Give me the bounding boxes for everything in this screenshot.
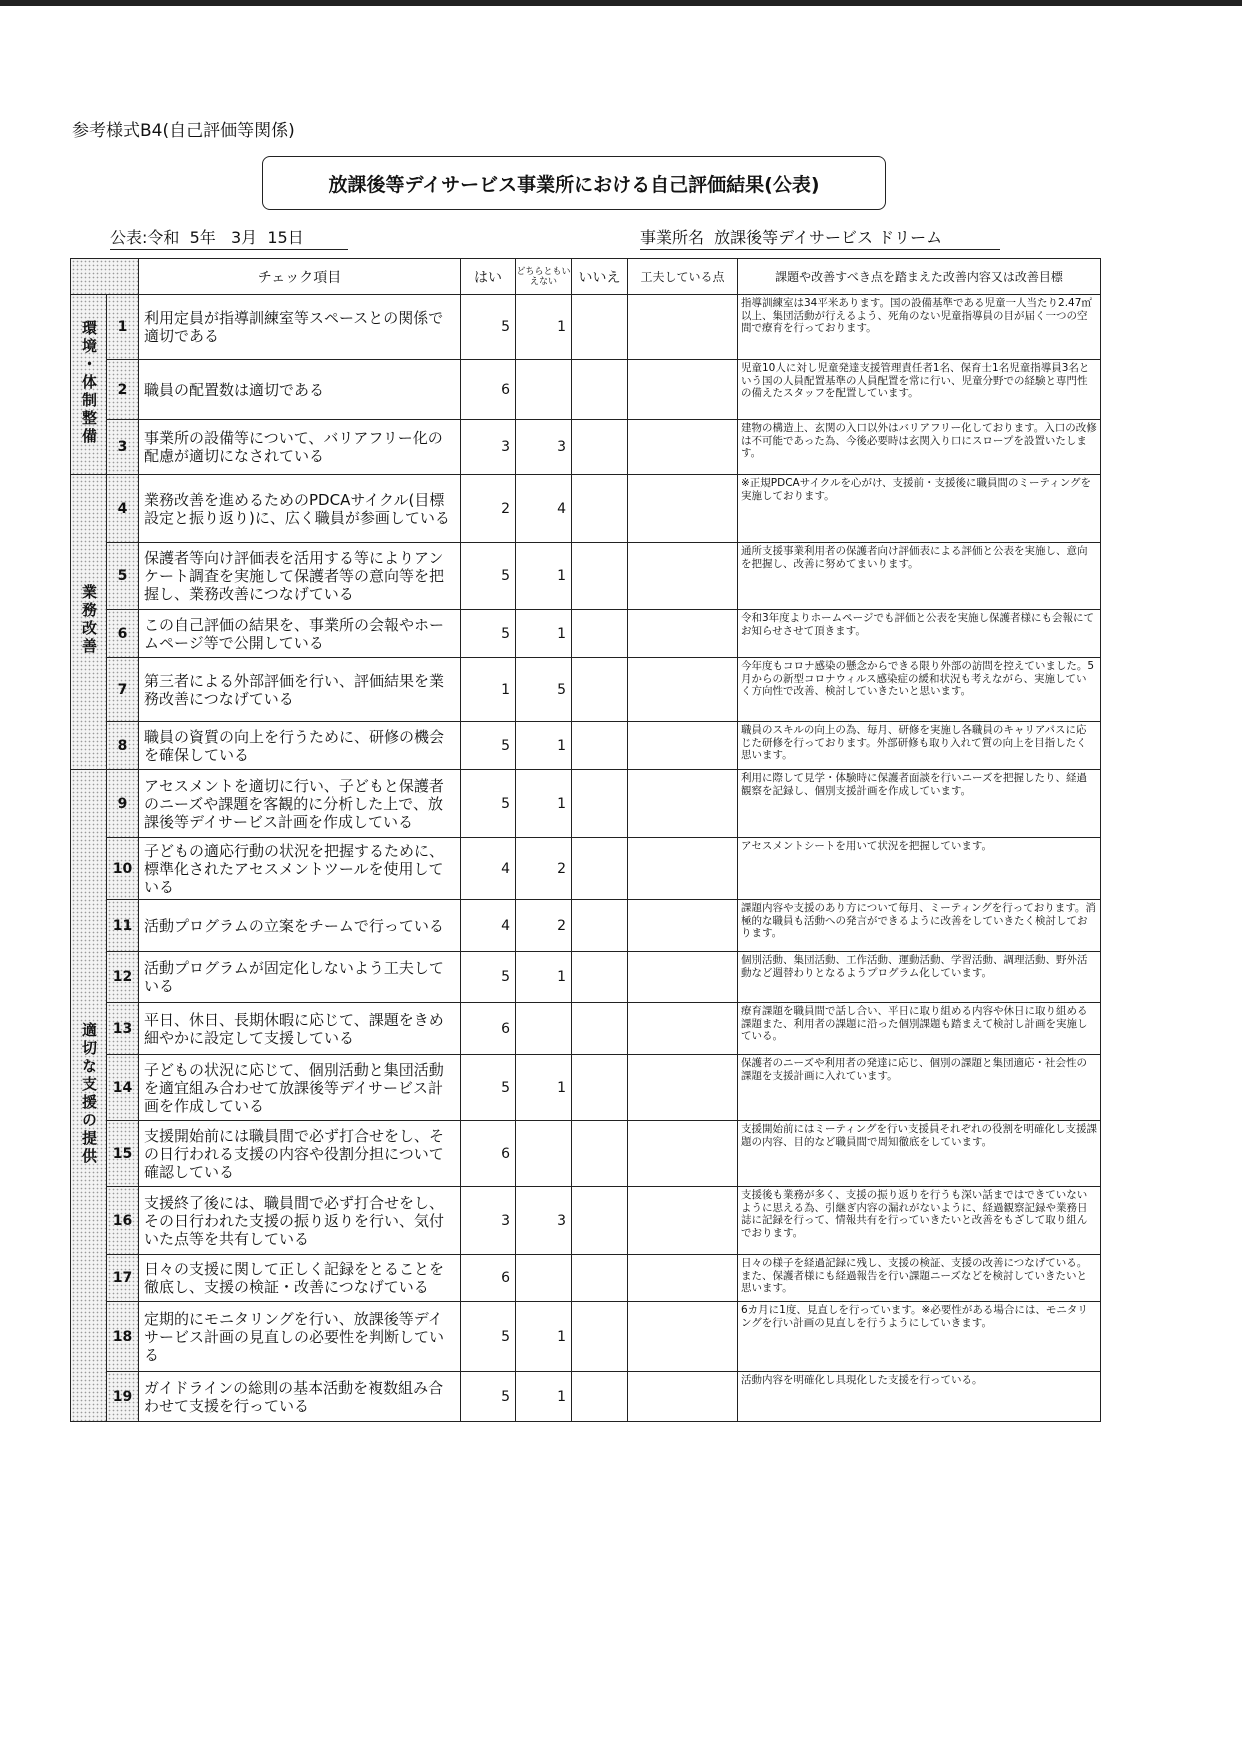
remark-text: 活動内容を明確化し具現化した支援を行っている。 bbox=[738, 1372, 1101, 1422]
efforts-text bbox=[628, 610, 738, 658]
efforts-text bbox=[628, 1187, 738, 1255]
check-item-text: 子どもの状況に応じて、個別活動と集団活動を適宜組み合わせて放課後等デイサービス計画を作成している bbox=[139, 1055, 461, 1121]
remark-text: 課題内容や支援のあり方について毎月、ミーティングを行っております。消極的な職員も活動への発言ができるように改善をしていきたく検討しております。 bbox=[738, 900, 1101, 952]
neither-count: 1 bbox=[516, 543, 572, 610]
header-efforts: 工夫している点 bbox=[628, 259, 738, 295]
neither-count: 1 bbox=[516, 295, 572, 360]
form-label: 参考様式B4(自己評価等関係) bbox=[72, 121, 295, 141]
row-number: 8 bbox=[107, 722, 139, 770]
row-number: 10 bbox=[107, 838, 139, 900]
table-row bbox=[71, 420, 1101, 475]
neither-count: 2 bbox=[516, 838, 572, 900]
document-title: 放課後等デイサービス事業所における自己評価結果(公表) bbox=[262, 156, 886, 210]
remark-text: 支援開始前にはミーティングを行い支援員それぞれの役割を明確化し支援課題の内容、目的など職員間で周知徹底をしています。 bbox=[738, 1121, 1101, 1187]
efforts-text bbox=[628, 1003, 738, 1055]
efforts-text bbox=[628, 1255, 738, 1302]
check-item-text: 保護者等向け評価表を活用する等によりアンケート調査を実施して保護者等の意向等を把握し、業務改善につなげている bbox=[139, 543, 461, 610]
yes-count: 6 bbox=[461, 360, 516, 420]
remark-text: 日々の様子を経過記録に残し、支援の検証、支援の改善につなげている。また、保護者様にも経過報告を行い課題ニーズなどを検討していきたいと思います。 bbox=[738, 1255, 1101, 1302]
check-item-text: この自己評価の結果を、事業所の会報やホームページ等で公開している bbox=[139, 610, 461, 658]
table-row bbox=[71, 658, 1101, 722]
efforts-text bbox=[628, 722, 738, 770]
efforts-text bbox=[628, 1055, 738, 1121]
scan-top-edge bbox=[0, 0, 1242, 6]
yes-count: 1 bbox=[461, 658, 516, 722]
remark-text: 個別活動、集団活動、工作活動、運動活動、学習活動、調理活動、野外活動など週替わりとなるようプログラム化しています。 bbox=[738, 952, 1101, 1003]
neither-count: 1 bbox=[516, 610, 572, 658]
header-no: いいえ bbox=[572, 259, 628, 295]
no-count bbox=[572, 475, 628, 543]
row-number: 13 bbox=[107, 1003, 139, 1055]
efforts-text bbox=[628, 900, 738, 952]
table-row bbox=[71, 1121, 1101, 1187]
row-number: 12 bbox=[107, 952, 139, 1003]
check-item-text: ガイドラインの総則の基本活動を複数組み合わせて支援を行っている bbox=[139, 1372, 461, 1422]
efforts-text bbox=[628, 952, 738, 1003]
yes-count: 5 bbox=[461, 770, 516, 838]
check-item-text: 職員の資質の向上を行うために、研修の機会を確保している bbox=[139, 722, 461, 770]
neither-count bbox=[516, 1003, 572, 1055]
neither-count: 1 bbox=[516, 952, 572, 1003]
header-remarks: 課題や改善すべき点を踏まえた改善内容又は改善目標 bbox=[738, 259, 1101, 295]
yes-count: 3 bbox=[461, 420, 516, 475]
no-count bbox=[572, 610, 628, 658]
table-row bbox=[71, 900, 1101, 952]
table-row bbox=[71, 1187, 1101, 1255]
row-number: 1 bbox=[107, 295, 139, 360]
neither-count bbox=[516, 360, 572, 420]
no-count bbox=[572, 1255, 628, 1302]
remark-text: 保護者のニーズや利用者の発達に応じ、個別の課題と集団適応・社会性の課題を支援計画に入れています。 bbox=[738, 1055, 1101, 1121]
yes-count: 2 bbox=[461, 475, 516, 543]
efforts-text bbox=[628, 770, 738, 838]
row-number: 14 bbox=[107, 1055, 139, 1121]
table-row bbox=[71, 770, 1101, 838]
section-name: 適切な支援の提供 bbox=[80, 1021, 98, 1166]
row-number: 3 bbox=[107, 420, 139, 475]
no-count bbox=[572, 1187, 628, 1255]
yes-count: 6 bbox=[461, 1121, 516, 1187]
no-count bbox=[572, 1302, 628, 1372]
no-count bbox=[572, 658, 628, 722]
row-number: 6 bbox=[107, 610, 139, 658]
no-count bbox=[572, 1372, 628, 1422]
check-item-text: 支援開始前には職員間で必ず打合せをし、その日行われる支援の内容や役割分担について確認している bbox=[139, 1121, 461, 1187]
efforts-text bbox=[628, 1302, 738, 1372]
check-item-text: 平日、休日、長期休暇に応じて、課題をきめ細やかに設定して支援している bbox=[139, 1003, 461, 1055]
remark-text: 令和3年度よりホームページでも評価と公表を実施し保護者様にも会報にてお知らせさせて頂きます。 bbox=[738, 610, 1101, 658]
neither-count: 1 bbox=[516, 770, 572, 838]
table-row bbox=[71, 1302, 1101, 1372]
check-item-text: 第三者による外部評価を行い、評価結果を業務改善につなげている bbox=[139, 658, 461, 722]
section-name: 業務改善 bbox=[80, 584, 98, 656]
table-row bbox=[71, 610, 1101, 658]
row-number: 7 bbox=[107, 658, 139, 722]
neither-count: 4 bbox=[516, 475, 572, 543]
row-number: 19 bbox=[107, 1372, 139, 1422]
table-row bbox=[71, 952, 1101, 1003]
remark-text: 指導訓練室は34平米あります。国の設備基準である児童一人当たり2.47㎡以上、集団活動が行えるよう、死角のない児童指導員の目が届く一つの空間で療育を行っております。 bbox=[738, 295, 1101, 360]
check-item-text: 定期的にモニタリングを行い、放課後等デイサービス計画の見直しの必要性を判断している bbox=[139, 1302, 461, 1372]
yes-count: 6 bbox=[461, 1003, 516, 1055]
neither-count bbox=[516, 1121, 572, 1187]
table-row bbox=[71, 295, 1101, 360]
remark-text: 利用に際して見学・体験時に保護者面談を行いニーズを把握したり、経過観察を記録し、個別支援計画を作成しています。 bbox=[738, 770, 1101, 838]
efforts-text bbox=[628, 1121, 738, 1187]
no-count bbox=[572, 1003, 628, 1055]
remark-text: 職員のスキルの向上の為、毎月、研修を実施し各職員のキャリアパスに応じた研修を行っております。外部研修も取り入れて質の向上を目指したく思います。 bbox=[738, 722, 1101, 770]
row-number: 11 bbox=[107, 900, 139, 952]
header-yes: はい bbox=[461, 259, 516, 295]
remark-text: 支援後も業務が多く、支援の振り返りを行うも深い話まではできていないように思える為、引継ぎ内容の漏れがないように、経過観察記録や業務日誌に記録を行って、情報共有を行っていきたいと改善をもざして取り組んでおります。 bbox=[738, 1187, 1101, 1255]
row-number: 2 bbox=[107, 360, 139, 420]
yes-count: 5 bbox=[461, 952, 516, 1003]
remark-text: アセスメントシートを用いて状況を把握しています。 bbox=[738, 838, 1101, 900]
self-evaluation-table bbox=[70, 258, 1101, 1422]
publication-date: 公表:令和 5年 3月 15日 bbox=[110, 225, 348, 250]
row-number: 17 bbox=[107, 1255, 139, 1302]
check-item-text: 活動プログラムが固定化しないよう工夫している bbox=[139, 952, 461, 1003]
yes-count: 4 bbox=[461, 838, 516, 900]
row-number: 16 bbox=[107, 1187, 139, 1255]
yes-count: 4 bbox=[461, 900, 516, 952]
check-item-text: 業務改善を進めるためのPDCAサイクル(目標設定と振り返り)に、広く職員が参画している bbox=[139, 475, 461, 543]
check-item-text: 日々の支援に関して正しく記録をとることを徹底し、支援の検証・改善につなげている bbox=[139, 1255, 461, 1302]
efforts-text bbox=[628, 838, 738, 900]
yes-count: 5 bbox=[461, 1302, 516, 1372]
table-row bbox=[71, 360, 1101, 420]
yes-count: 5 bbox=[461, 610, 516, 658]
yes-count: 6 bbox=[461, 1255, 516, 1302]
neither-count: 1 bbox=[516, 722, 572, 770]
section-label bbox=[71, 770, 107, 1422]
row-number: 4 bbox=[107, 475, 139, 543]
table-row bbox=[71, 543, 1101, 610]
check-item-text: 活動プログラムの立案をチームで行っている bbox=[139, 900, 461, 952]
table-row bbox=[71, 475, 1101, 543]
remark-text: 6カ月に1度、見直しを行っています。※必要性がある場合には、モニタリングを行い計画の見直しを行うようにしていきます。 bbox=[738, 1302, 1101, 1372]
check-item-text: 事業所の設備等について、バリアフリー化の配慮が適切になされている bbox=[139, 420, 461, 475]
no-count bbox=[572, 900, 628, 952]
neither-count: 3 bbox=[516, 420, 572, 475]
no-count bbox=[572, 770, 628, 838]
check-item-text: 利用定員が指導訓練室等スペースとの関係で適切である bbox=[139, 295, 461, 360]
check-item-text: 子どもの適応行動の状況を把握するために、標準化されたアセスメントツールを使用している bbox=[139, 838, 461, 900]
yes-count: 5 bbox=[461, 543, 516, 610]
row-number: 5 bbox=[107, 543, 139, 610]
neither-count: 5 bbox=[516, 658, 572, 722]
section-label bbox=[71, 295, 107, 475]
section-name: 環境・体制整備 bbox=[80, 319, 98, 446]
table-row bbox=[71, 1003, 1101, 1055]
office-name: 事業所名 放課後等デイサービス ドリーム bbox=[640, 225, 1000, 250]
no-count bbox=[572, 543, 628, 610]
remark-text: ※正規PDCAサイクルを心がけ、支援前・支援後に職員間のミーティングを実施しております。 bbox=[738, 475, 1101, 543]
remark-text: 通所支援事業利用者の保護者向け評価表による評価と公表を実施し、意向を把握し、改善に努めてまいります。 bbox=[738, 543, 1101, 610]
table-row bbox=[71, 838, 1101, 900]
neither-count: 1 bbox=[516, 1055, 572, 1121]
efforts-text bbox=[628, 475, 738, 543]
header-neither: どちらともいえない bbox=[516, 259, 572, 295]
table-row bbox=[71, 1255, 1101, 1302]
no-count bbox=[572, 1055, 628, 1121]
no-count bbox=[572, 722, 628, 770]
efforts-text bbox=[628, 1372, 738, 1422]
check-item-text: アセスメントを適切に行い、子どもと保護者のニーズや課題を客観的に分析した上で、放課後等デイサービス計画を作成している bbox=[139, 770, 461, 838]
header-check-item: チェック項目 bbox=[139, 259, 461, 295]
no-count bbox=[572, 838, 628, 900]
remark-text: 療育課題を職員間で話し合い、平日に取り組める内容や休日に取り組める課題また、利用者の課題に沿った個別課題も踏まえて検討し計画を実施している。 bbox=[738, 1003, 1101, 1055]
yes-count: 3 bbox=[461, 1187, 516, 1255]
no-count bbox=[572, 1121, 628, 1187]
table-row bbox=[71, 1372, 1101, 1422]
row-number: 15 bbox=[107, 1121, 139, 1187]
neither-count: 1 bbox=[516, 1302, 572, 1372]
remark-text: 建物の構造上、玄関の入口以外はバリアフリー化しております。入口の改修は不可能であった為、今後必要時は玄関入り口にスロープを設置いたします。 bbox=[738, 420, 1101, 475]
efforts-text bbox=[628, 295, 738, 360]
neither-count: 3 bbox=[516, 1187, 572, 1255]
efforts-text bbox=[628, 360, 738, 420]
no-count bbox=[572, 420, 628, 475]
check-item-text: 支援終了後には、職員間で必ず打合せをし、その日行われた支援の振り返りを行い、気付いた点等を共有している bbox=[139, 1187, 461, 1255]
neither-count: 1 bbox=[516, 1372, 572, 1422]
header-row bbox=[71, 259, 1101, 295]
no-count bbox=[572, 952, 628, 1003]
efforts-text bbox=[628, 543, 738, 610]
yes-count: 5 bbox=[461, 295, 516, 360]
header-corner bbox=[71, 259, 139, 295]
yes-count: 5 bbox=[461, 722, 516, 770]
table-row bbox=[71, 722, 1101, 770]
yes-count: 5 bbox=[461, 1372, 516, 1422]
row-number: 18 bbox=[107, 1302, 139, 1372]
efforts-text bbox=[628, 658, 738, 722]
section-label bbox=[71, 475, 107, 770]
remark-text: 児童10人に対し児童発達支援管理責任者1名、保育士1名児童指導員3名という国の人員配置基準の人員配置を常に行い、児童分野での経験と専門性の備えたスタッフを配置しています。 bbox=[738, 360, 1101, 420]
efforts-text bbox=[628, 420, 738, 475]
no-count bbox=[572, 360, 628, 420]
check-item-text: 職員の配置数は適切である bbox=[139, 360, 461, 420]
table-row bbox=[71, 1055, 1101, 1121]
neither-count bbox=[516, 1255, 572, 1302]
remark-text: 今年度もコロナ感染の懸念からできる限り外部の訪問を控えていました。5月からの新型コロナウィルス感染症の緩和状況も考えながら、実施していく方向性で改善、検討していきたいと思います。 bbox=[738, 658, 1101, 722]
neither-count: 2 bbox=[516, 900, 572, 952]
yes-count: 5 bbox=[461, 1055, 516, 1121]
row-number: 9 bbox=[107, 770, 139, 838]
no-count bbox=[572, 295, 628, 360]
